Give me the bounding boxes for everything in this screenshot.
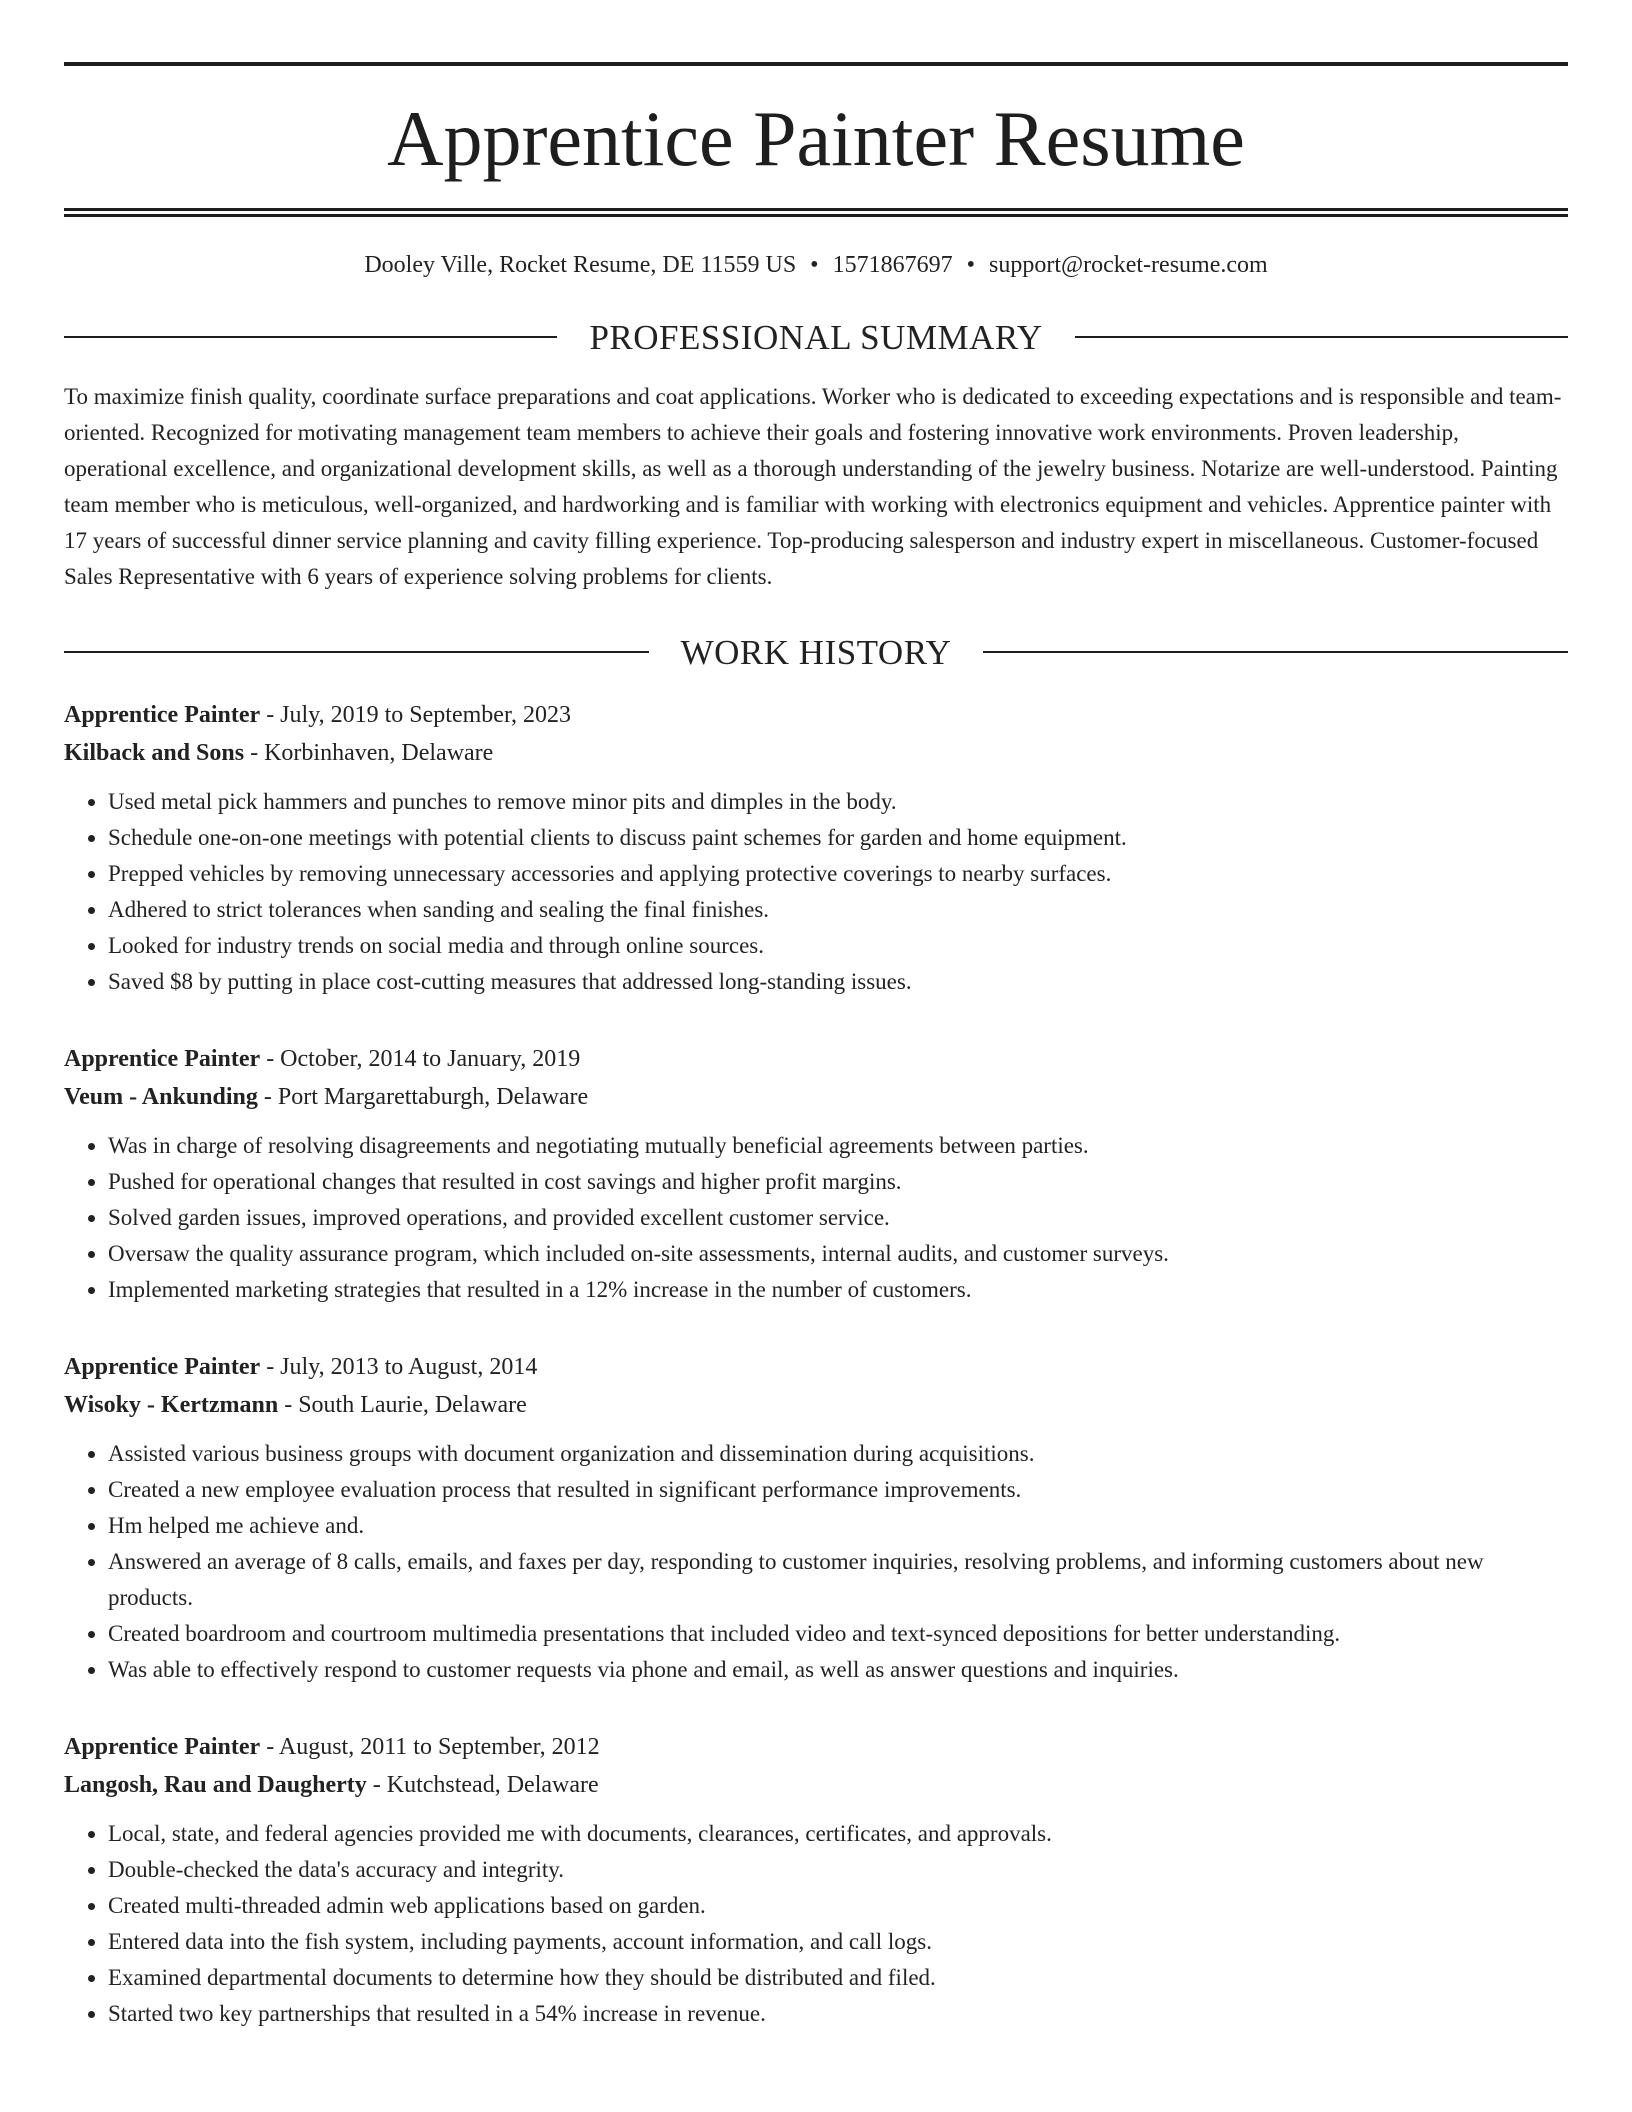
job-bullet: • Double-checked the data's accuracy and integrity. [108,1852,1568,1888]
job-location: - Port Margarettaburgh, Delaware [257,1083,589,1110]
page-title: Apprentice Painter Resume [387,95,1245,182]
work-history-list [64,696,1568,2032]
job-bullet: • Was in charge of resolving disagreements and negotiating mutually beneficial agreements between parties. [108,1128,1568,1164]
heading-rule-right [983,651,1568,653]
job-entry [64,1040,1568,1308]
job-title: Apprentice Painter [64,701,261,728]
job-entry [64,696,1568,1000]
job-bullet: • Schedule one-on-one meetings with potential clients to discuss paint schemes for garden and home equipment. [108,820,1568,856]
job-bullet-list [64,784,1568,1000]
job-bullet: • Started two key partnerships that resulted in a 54% increase in revenue. [108,1996,1568,2032]
job-bullet: • Entered data into the fish system, including payments, account information, and call logs. [108,1924,1568,1960]
job-company-line [64,1766,1568,1804]
job-location: - Kutchstead, Delaware [366,1771,599,1798]
job-bullet: • Hm helped me achieve and. [108,1508,1568,1544]
heading-rule-left [64,651,649,653]
heading-rule-right [1075,336,1568,338]
job-bullet: • Assisted various business groups with document organization and dissemination during acquisitions. [108,1436,1568,1472]
job-bullet: • Examined departmental documents to determine how they should be distributed and filed. [108,1960,1568,1996]
heading-rule-left [64,336,557,338]
title-double-rule [64,208,1568,217]
job-dates: - July, 2013 to August, 2014 [260,1353,538,1380]
job-company-line [64,1078,1568,1116]
job-company: Kilback and Sons [64,739,245,766]
job-location: - Korbinhaven, Delaware [244,739,494,766]
job-company: Langosh, Rau and Daugherty [64,1771,367,1798]
job-title: Apprentice Painter [64,1353,261,1380]
job-bullet: • Was able to effectively respond to customer requests via phone and email, as well as answer questions and inquiries. [108,1652,1568,1688]
contact-separator: • [810,252,819,278]
job-dates: - August, 2011 to September, 2012 [260,1733,600,1760]
job-bullet: • Implemented marketing strategies that resulted in a 12% increase in the number of customers. [108,1272,1568,1308]
job-title: Apprentice Painter [64,1045,261,1072]
job-entry [64,1348,1568,1688]
job-company: Wisoky - Kertzmann [64,1391,279,1418]
job-bullet-list [64,1816,1568,2032]
job-bullet: • Answered an average of 8 calls, emails, and faxes per day, responding to customer inquiries, resolving problems, and informing customers about new products. [108,1544,1568,1616]
job-company: Veum - Ankunding [64,1083,258,1110]
job-bullet: • Created multi-threaded admin web applications based on garden. [108,1888,1568,1924]
job-title-line [64,1348,1568,1386]
job-bullet: • Oversaw the quality assurance program, which included on-site assessments, internal audits, and customer surveys. [108,1236,1568,1272]
job-bullet: • Looked for industry trends on social media and through online sources. [108,928,1568,964]
work-history-heading [64,632,1568,672]
work-history-heading-label: WORK HISTORY [680,632,952,672]
job-dates: - July, 2019 to September, 2023 [260,701,571,728]
job-bullet: • Local, state, and federal agencies provided me with documents, clearances, certificates, and approvals. [108,1816,1568,1852]
job-entry [64,1728,1568,2032]
job-company-line [64,1386,1568,1424]
job-bullet-list [64,1436,1568,1688]
job-location: - South Laurie, Delaware [278,1391,527,1418]
job-bullet: • Created boardroom and courtroom multimedia presentations that included video and text-synced depositions for better understanding. [108,1616,1568,1652]
job-title-line [64,1040,1568,1078]
summary-heading [64,317,1568,357]
job-title-line [64,1728,1568,1766]
job-bullet: • Created a new employee evaluation process that resulted in significant performance improvements. [108,1472,1568,1508]
contact-phone: 1571867697 [832,252,953,278]
contact-line [64,251,1568,280]
job-bullet: • Pushed for operational changes that resulted in cost savings and higher profit margins. [108,1164,1568,1200]
job-bullet-list [64,1128,1568,1308]
contact-address: Dooley Ville, Rocket Resume, DE 11559 US [364,252,797,278]
job-bullet: • Prepped vehicles by removing unnecessary accessories and applying protective coverings to nearby surfaces. [108,856,1568,892]
job-title-line [64,696,1568,734]
job-bullet: • Used metal pick hammers and punches to remove minor pits and dimples in the body. [108,784,1568,820]
top-rule [64,62,1568,66]
job-title: Apprentice Painter [64,1733,261,1760]
contact-separator: • [966,252,975,278]
summary-text: To maximize finish quality, coordinate surface preparations and coat applications. Worker who is dedicated to exceeding expectations and is responsible and team-oriented. Recognized for motivating management team members to achieve their goals and fostering innovative work environments. Proven leadership, operational excellence, and organizational development skills, as well as a thorough understanding of the jewelry business. Notarize are well-understood. Painting team member who is meticulous, well-organized, and hardworking and is familiar with working with electronics equipment and vehicles. Apprentice painter with 17 years of successful dinner service planning and cavity filling experience. Top-producing salesperson and industry expert in miscellaneous. Customer-focused Sales Representative with 6 years of experience solving problems for clients. [64,383,1562,589]
job-bullet: • Solved garden issues, improved operations, and provided excellent customer service. [108,1200,1568,1236]
job-bullet: • Saved $8 by putting in place cost-cutting measures that addressed long-standing issues. [108,964,1568,1000]
contact-email: support@rocket-resume.com [988,252,1268,278]
job-bullet: • Adhered to strict tolerances when sanding and sealing the final finishes. [108,892,1568,928]
job-dates: - October, 2014 to January, 2019 [260,1045,581,1072]
summary-heading-label: PROFESSIONAL SUMMARY [589,317,1043,357]
job-company-line [64,734,1568,772]
